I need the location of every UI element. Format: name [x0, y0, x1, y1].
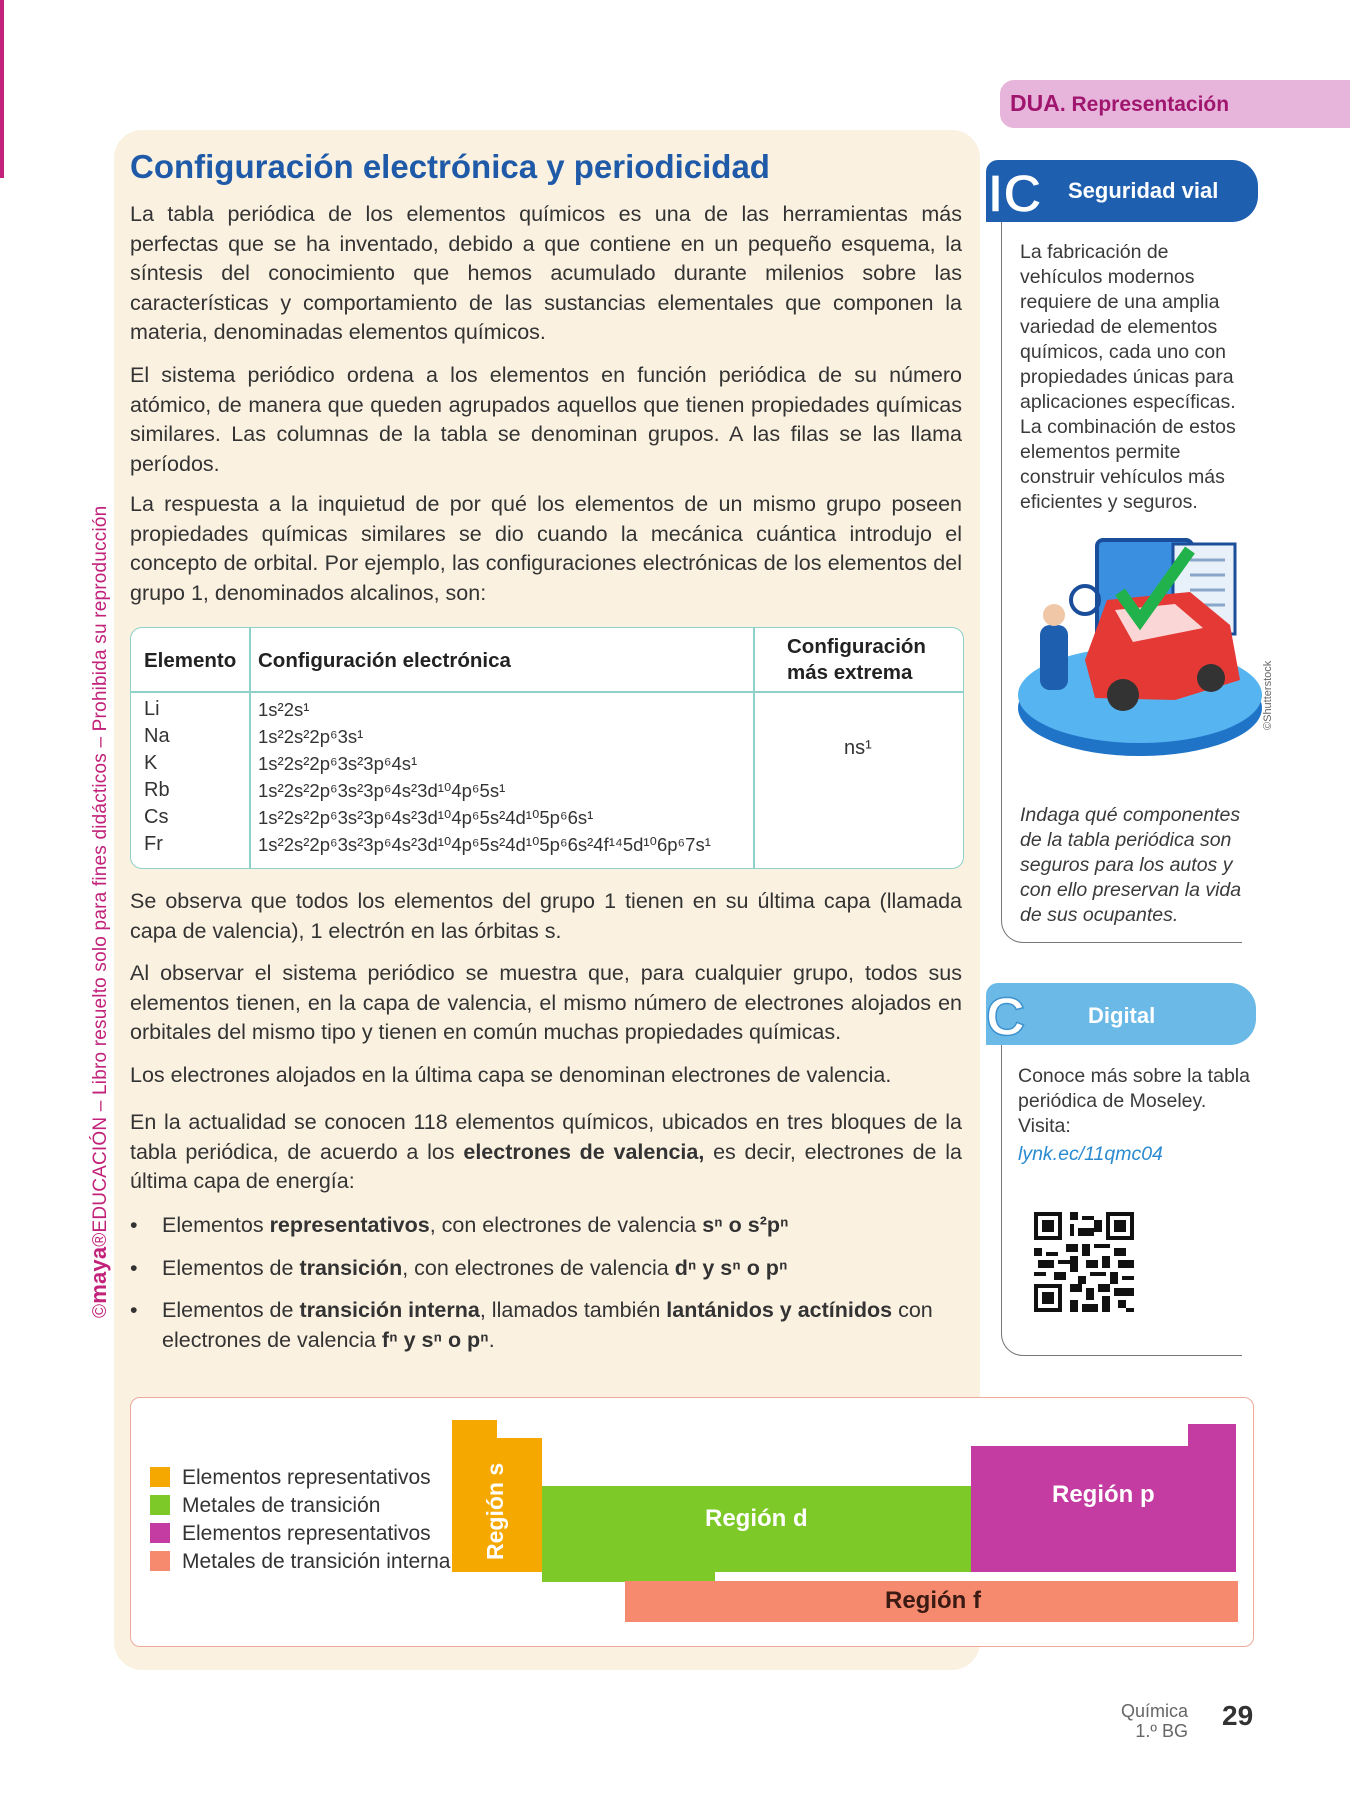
- region-f-label: Región f: [885, 1587, 981, 1614]
- table-cell: Cs: [144, 806, 169, 828]
- config-column: [258, 696, 711, 858]
- c-icon: C: [986, 987, 1025, 1047]
- table-cell: 1s²2s²2p⁶3s²3p⁶4s¹: [258, 753, 418, 774]
- region-p-label: Región p: [1052, 1481, 1155, 1508]
- paragraph: La tabla periódica de los elementos químicos es una de las herramientas más perfectas que se ha inventado, debido a que contiene en un pequeño esquema, la síntesis del conocimiento que hemos acumulado durante milenios sobre las características y comportamiento de las sustancias elementales que componen la materia, denominadas elementos químicos.: [130, 202, 962, 344]
- legend-item: Metales de transición interna: [150, 1549, 450, 1575]
- table-cell: Na: [144, 725, 170, 747]
- table-cell: 1s²2s²2p⁶3s¹: [258, 726, 364, 747]
- table-cell: Fr: [144, 833, 163, 855]
- page-number: 29: [1222, 1700, 1254, 1731]
- qr-code[interactable]: [1034, 1212, 1134, 1312]
- table-cell: 1s²2s²2p⁶3s²3p⁶4s²3d¹⁰4p⁶5s²4d¹⁰5p⁶6s¹: [258, 807, 594, 828]
- paragraph: Al observar el sistema periódico se muestra que, para cualquier grupo, todos sus elementos tienen, en la capa de valencia, el mismo número de electrones alojados en orbitales del mismo tipo y tienen en común muchas propiedades químicas.: [130, 961, 962, 1044]
- region-p-block: [971, 1446, 1236, 1572]
- region-p-block: [1188, 1424, 1236, 1446]
- table-cell: 1s²2s²2p⁶3s²3p⁶4s²3d¹⁰4p⁶5s²4d¹⁰5p⁶6s²4f¹⁴5d¹⁰6p⁶7s¹: [258, 834, 711, 855]
- table-header: Configuración electrónica: [258, 649, 511, 672]
- paragraph: La respuesta a la inquietud de por qué los elementos de un mismo grupo poseen propiedades químicas similares se dio cuando la mecánica cuántica introdujo el concepto de orbital. Por ejemplo, las configuraciones electrónicas de los elementos del grupo 1, denominados alcalinos, son:: [130, 492, 962, 605]
- paragraph: En la actualidad se conocen 118 elementos químicos, ubicados en tres bloques de la tabla periódica, de acuerdo a los electrones de valencia, es decir, electrones de la última capa de energía:: [130, 1110, 962, 1193]
- copyright-strip: ©maya®EDUCACIÓN – Libro resuelto solo para fines didácticos – Prohibida su reproducción: [86, 505, 111, 1318]
- paragraph: Los electrones alojados en la última capa se denominan electrones de valencia.: [130, 1063, 892, 1087]
- paragraph: Se observa que todos los elementos del grupo 1 tienen en su última capa (llamada capa de valencia), 1 electrón en las órbitas s.: [130, 889, 962, 943]
- edge-line: [0, 0, 4, 178]
- list-item: • Elementos de transición interna, llamados también lantánidos y actínidos con electrones de valencia fⁿ y sⁿ o pⁿ.: [130, 1298, 933, 1352]
- card-title: Digital: [1088, 1003, 1156, 1028]
- outer-config-cell: ns¹: [844, 737, 872, 759]
- element-column: [144, 696, 170, 858]
- region-d-label: Región d: [705, 1505, 808, 1532]
- list-item: • Elementos representativos, con electrones de valencia sⁿ o s²pⁿ: [130, 1213, 789, 1237]
- table-cell: 1s²2s¹: [258, 699, 310, 720]
- legend-item: Elementos representativos: [150, 1521, 431, 1547]
- region-s-label: Región s: [482, 1462, 508, 1560]
- table-cell: 1s²2s²2p⁶3s²3p⁶4s²3d¹⁰4p⁶5s¹: [258, 780, 506, 801]
- card-prompt: Indaga qué componentes de la tabla periódica son seguros para los autos y con ello preservan la vida de sus ocupantes.: [1020, 804, 1242, 926]
- legend-item: Metales de transición: [150, 1493, 380, 1519]
- table-header: Configuración más extrema: [787, 635, 926, 684]
- footer-subject: Química 1.º BG: [1120, 1701, 1188, 1741]
- car-inspection-illustration: [1015, 530, 1265, 760]
- paragraph: El sistema periódico ordena a los elementos en función periódica de su número atómico, de manera que queden agrupados aquellos que tienen propiedades químicas similares. Las columnas de la tabla se denominan grupos. A las filas se las llama períodos.: [130, 363, 962, 476]
- card-text: La fabricación de vehículos modernos requiere de una amplia variedad de elementos químicos, cada uno con propiedades únicas para aplicaciones específicas. La combinación de estos elementos permite construir vehículos más eficientes y seguros.: [1020, 241, 1236, 513]
- image-credit: ©Shutterstock: [1262, 660, 1274, 730]
- table-cell: Rb: [144, 779, 170, 801]
- resource-link[interactable]: lynk.ec/11qmc04: [1018, 1143, 1163, 1165]
- list-item: • Elementos de transición, con electrones de valencia dⁿ y sⁿ o pⁿ: [130, 1256, 788, 1280]
- legend-item: Elementos representativos: [150, 1465, 431, 1491]
- card-text: Conoce más sobre la tabla periódica de Moseley. Visita:: [1018, 1065, 1250, 1137]
- table-header: Elemento: [144, 649, 237, 672]
- card-title: Seguridad vial: [1068, 178, 1219, 203]
- table-cell: K: [144, 752, 158, 774]
- configuration-table: [130, 627, 964, 869]
- page-title: Configuración electrónica y periodicidad: [130, 148, 770, 185]
- dua-label: DUA. Representación: [1010, 90, 1230, 116]
- table-cell: Li: [144, 698, 160, 720]
- ic-icon: IC: [988, 164, 1042, 224]
